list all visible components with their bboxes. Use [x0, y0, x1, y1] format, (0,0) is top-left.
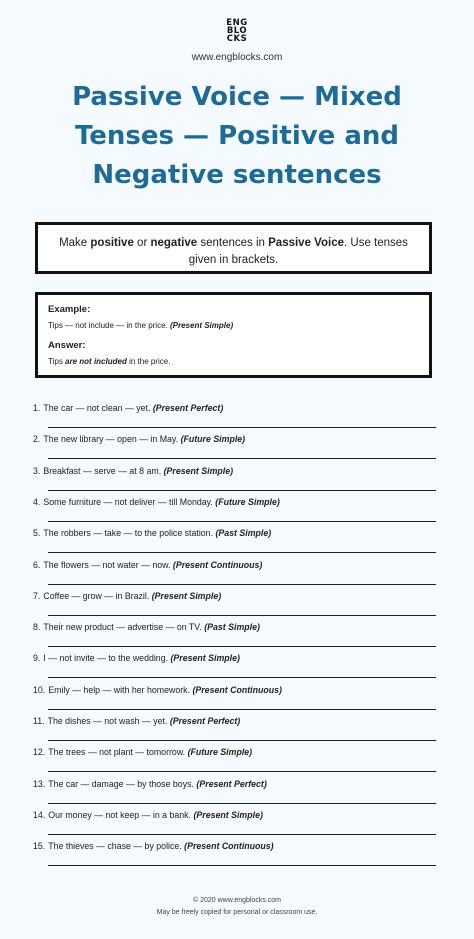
page-title: Passive Voice — Mixed Tenses — Positive and Negative sentences	[72, 82, 402, 190]
answer-line[interactable]	[48, 834, 436, 835]
answer-line[interactable]	[48, 552, 436, 553]
exercise-tense: (Future Simple)	[215, 496, 280, 507]
exercise-number: 12.	[33, 747, 46, 758]
answer-line[interactable]	[48, 521, 436, 522]
answer-line[interactable]	[48, 615, 436, 616]
logo-line: CKS	[226, 34, 248, 44]
example-text: Tips — not include — in the price.	[48, 321, 170, 330]
exercise-item	[33, 778, 436, 790]
exercise-number: 1.	[33, 403, 41, 413]
exercise-item	[33, 496, 436, 508]
exercise-number: 8.	[33, 622, 41, 633]
exercise-tense: (Present Simple)	[170, 653, 240, 664]
exercise-number: 9.	[33, 653, 41, 664]
exercise-text: The car — damage — by those boys.	[48, 778, 197, 789]
instructions-text: . Use tenses given in brackets.	[188, 237, 408, 266]
answer-sentence	[48, 356, 419, 367]
answer-line[interactable]	[48, 490, 436, 491]
exercise-tense: (Present Continuous)	[184, 841, 274, 852]
answer-line[interactable]	[48, 771, 436, 772]
exercise-item	[33, 809, 436, 821]
exercise-text: The car — not clean — yet.	[43, 403, 153, 413]
logo-line: BLO	[226, 26, 248, 36]
exercise-text: Some furniture — not deliver — till Monday.	[43, 496, 216, 507]
example-sentence	[48, 320, 419, 331]
instructions-positive: positive	[90, 237, 134, 249]
answer-pre: Tips	[48, 357, 66, 366]
instructions-text: sentences in	[197, 237, 269, 249]
exercise-number: 13.	[33, 778, 46, 789]
exercise-tense: (Present Simple)	[163, 465, 234, 476]
exercise-text: The thieves — chase — by police.	[48, 841, 185, 852]
answer-line[interactable]	[48, 458, 436, 459]
exercise-tense: (Present Perfect)	[196, 778, 267, 789]
answer-emphasis: are not included	[65, 357, 127, 366]
exercise-item	[33, 684, 436, 696]
exercise-text: Emily — help — with her homework.	[48, 684, 193, 695]
exercise-tense: (Present Perfect)	[169, 716, 241, 726]
answer-line[interactable]	[48, 865, 436, 866]
answer-line[interactable]	[48, 709, 436, 710]
exercise-number: 15.	[33, 841, 46, 852]
exercise-tense: (Present Continuous)	[172, 559, 263, 570]
exercise-tense: (Present Perfect)	[152, 403, 224, 413]
answer-line[interactable]	[48, 427, 436, 428]
answer-line[interactable]	[48, 740, 436, 741]
exercise-item	[33, 433, 436, 445]
exercise-tense: (Past Simple)	[204, 622, 260, 633]
exercise-number: 10.	[33, 684, 46, 695]
example-box	[35, 292, 432, 378]
instructions-negative: negative	[150, 237, 198, 249]
exercise-number: 14.	[33, 809, 46, 820]
exercise-tense: (Future Simple)	[180, 434, 246, 445]
answer-label: Answer:	[48, 340, 86, 351]
footer-note: May be freely copied for personal or classroom use.	[156, 909, 318, 916]
exercise-item	[33, 746, 436, 758]
exercise-tense: (Present Continuous)	[192, 684, 282, 695]
exercise-number: 4.	[33, 496, 41, 507]
exercise-item	[33, 590, 436, 602]
exercise-text: The flowers — not water — now.	[43, 559, 173, 570]
answer-post: in the price.	[126, 357, 171, 366]
instructions-passive-voice: Passive Voice	[268, 237, 344, 249]
instructions-text: or	[133, 237, 151, 249]
exercise-text: The trees — not plant — tomorrow.	[48, 747, 188, 758]
exercise-text: The new library — open — in May.	[43, 434, 181, 445]
example-label: Example:	[48, 304, 91, 315]
logo-line: ENG	[226, 18, 248, 28]
exercise-text: Breakfast — serve — at 8 am.	[43, 465, 164, 476]
instructions-text: Make	[59, 237, 91, 249]
exercise-text: Our money — not keep — in a bank.	[48, 809, 194, 820]
exercise-item	[33, 465, 436, 477]
exercise-item	[33, 652, 436, 664]
answer-line[interactable]	[48, 584, 436, 585]
exercise-item	[33, 840, 436, 852]
exercise-item	[33, 621, 436, 633]
exercise-number: 11.	[33, 716, 45, 726]
exercise-text: Their new product — advertise — on TV.	[43, 622, 205, 633]
exercise-number: 3.	[33, 465, 41, 476]
example-tense: (Present Simple)	[169, 321, 234, 330]
exercise-number: 5.	[33, 528, 41, 539]
exercise-text: Coffee — grow — in Brazil.	[43, 590, 152, 601]
exercise-item	[33, 715, 436, 727]
exercise-number: 2.	[33, 434, 41, 445]
exercise-tense: (Present Simple)	[151, 590, 222, 601]
footer	[0, 895, 474, 919]
exercise-text: The dishes — not wash — yet.	[47, 716, 170, 726]
answer-line[interactable]	[48, 646, 436, 647]
engblocks-logo	[0, 19, 474, 43]
exercise-text: The robbers — take — to the police station.	[43, 528, 216, 539]
answer-line[interactable]	[48, 677, 436, 678]
exercise-text: I — not invite — to the wedding.	[43, 653, 171, 664]
footer-copyright: © 2020 www.engblocks.com	[192, 897, 282, 904]
answer-line[interactable]	[48, 803, 436, 804]
exercise-tense: (Past Simple)	[215, 528, 272, 539]
site-url[interactable]: www.engblocks.com	[191, 52, 283, 63]
exercise-item	[33, 559, 436, 571]
exercise-number: 6.	[33, 559, 41, 570]
exercise-number: 7.	[33, 590, 41, 601]
instructions-box	[35, 222, 432, 274]
exercise-item	[33, 402, 436, 414]
exercise-tense: (Future Simple)	[187, 747, 253, 758]
exercise-item	[33, 527, 436, 539]
exercise-tense: (Present Simple)	[193, 809, 263, 820]
